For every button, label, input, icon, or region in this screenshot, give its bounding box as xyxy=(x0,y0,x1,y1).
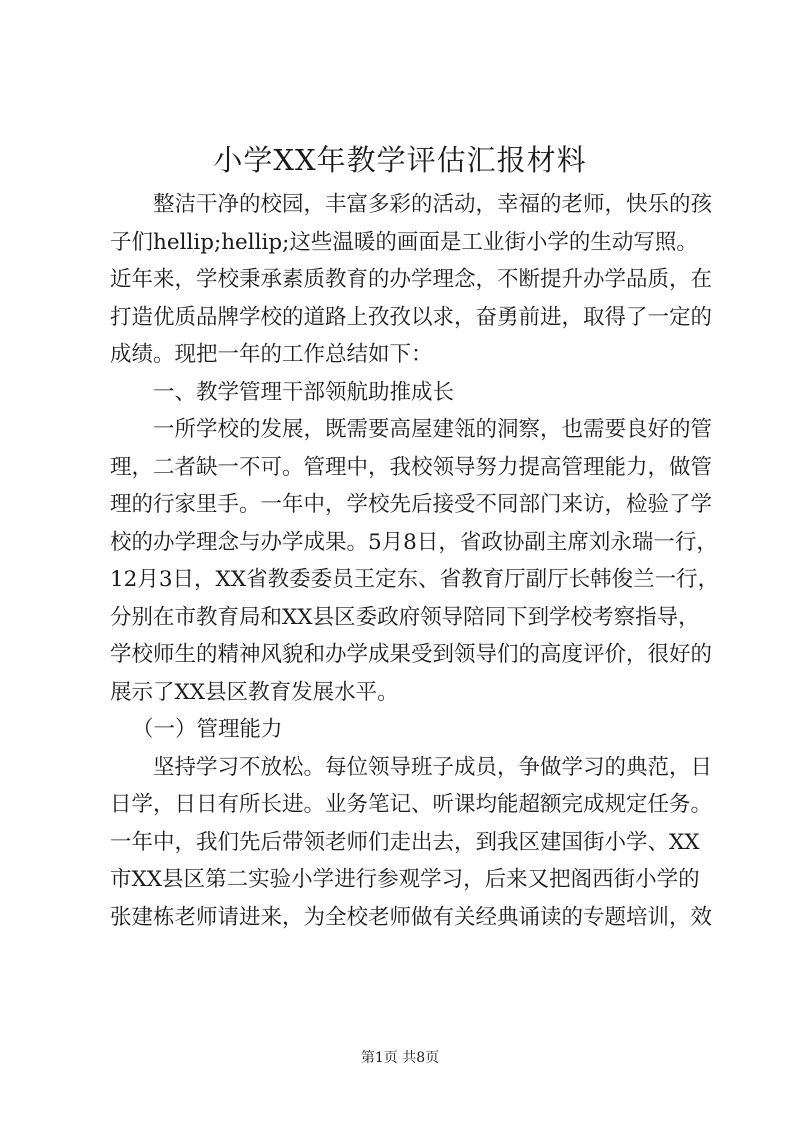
paragraph-line: 展示了XX县区教育发展水平。 xyxy=(110,679,399,705)
paragraph-line: 理，二者缺一不可。管理中，我校领导努力提高管理能力，做管 xyxy=(110,454,713,480)
document-title: 小学XX年教学评估汇报材料 xyxy=(213,143,587,177)
paragraph-line: 张建栋老师请进来，为全校老师做有关经典诵读的专题培训，效 xyxy=(110,904,713,930)
paragraph-line: 子们hellip;hellip;这些温暖的画面是工业街小学的生动写照。 xyxy=(110,229,698,255)
paragraph-line: 学校师生的精神风貌和办学成果受到领导们的高度评价，很好的 xyxy=(110,642,713,667)
paragraph-line: 打造优质品牌学校的道路上孜孜以求，奋勇前进，取得了一定的 xyxy=(110,304,713,330)
paragraph-line: 整洁干净的校园，丰富多彩的活动，幸福的老师，快乐的孩 xyxy=(153,192,713,217)
paragraph-line: 一年中，我们先后带领老师们走出去，到我区建国街小学、XX xyxy=(110,829,700,855)
section-heading: 一、教学管理干部领航助推成长 xyxy=(153,379,455,405)
paragraph-line: 坚持学习不放松。每位领导班子成员，争做学习的典范，日 xyxy=(153,754,713,780)
document-body xyxy=(110,186,720,936)
paragraph-line: 校的办学理念与办学成果。5月8日，省政协副主席刘永瑞一行， xyxy=(110,529,718,555)
paragraph-line: 近年来，学校秉承素质教育的办学理念，不断提升办学品质，在 xyxy=(110,267,713,292)
subsection-heading: （一）管理能力 xyxy=(132,717,283,742)
paragraph-line: 一所学校的发展，既需要高屋建瓴的洞察，也需要良好的管 xyxy=(153,417,713,442)
page-number-footer: 第1页 共8页 xyxy=(360,1050,440,1066)
paragraph-line: 分别在市教育局和XX县区委政府领导陪同下到学校考察指导， xyxy=(110,604,700,630)
paragraph-line: 12月3日，XX省教委委员王定东、省教育厅副厅长韩俊兰一行， xyxy=(110,567,720,592)
paragraph-line: 理的行家里手。一年中，学校先后接受不同部门来访，检验了学 xyxy=(110,492,713,517)
paragraph-line: 日学，日日有所长进。业务笔记、听课均能超额完成规定任务。 xyxy=(110,792,713,817)
paragraph-line: 市XX县区第二实验小学进行参观学习，后来又把阁西街小学的 xyxy=(110,867,700,892)
paragraph-line: 成绩。现把一年的工作总结如下： xyxy=(110,342,433,367)
